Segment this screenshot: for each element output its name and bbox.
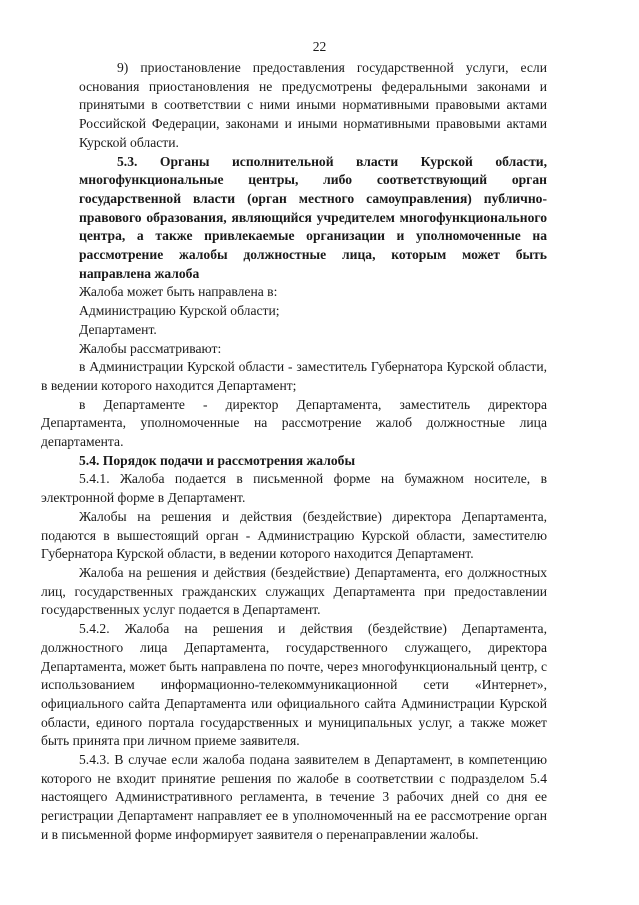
paragraph-complaint-on-department: Жалоба на решения и действия (бездействие) Департамента, его должностных лиц, государственных гражданских служащих Департамента при предоставлении государственных услуг подается в Департамент. [41, 564, 547, 618]
paragraph-complaints-on-director: Жалобы на решения и действия (бездействие) директора Департамента, подаются в вышестоящий орган - Администрацию Курской области, заместителю Губернатора Курской области, в ведении которого находится Департамент. [41, 508, 547, 562]
paragraph-in-department: в Департаменте - директор Департамента, заместитель директора Департамента, уполномоченные на рассмотрение жалоб должностные лица департамента. [41, 396, 547, 450]
section-heading-5-4: 5.4. Порядок подачи и рассмотрения жалобы [79, 452, 356, 468]
paragraph-5-4-2: 5.4.2. Жалоба на решения и действия (бездействие) Департамента, должностного лица Департамента, государственного служащего, директора Департамента, может быть направлена по почте, через многофункциональный центр, с использованием информационно-телекоммуникационной сети «Интернет», официального сайта Департамента или официального сайта Администрации Курской области, единого портала государственных и муниципальных услуг, а также может быть принята при личном приеме заявителя. [41, 621, 547, 749]
section-heading-5-3: 5.3. Органы исполнительной власти Курской области, многофункциональные центры, либо соответствующий орган государственной власти (орган местного самоуправления) публично-правового образования, являющийся учредителем многофункционального центра, а также привлекаемые организации и уполномоченные на рассмотрение жалобы должностные лица, которым может быть направлена жалоба [79, 153, 547, 281]
document-body [41, 59, 547, 845]
paragraph-complaint-may-be-sent: Жалоба может быть направлена в: [79, 284, 278, 300]
paragraph-5-4-1: 5.4.1. Жалоба подается в письменной форме на бумажном носителе, в электронной форме в Департамент. [41, 471, 547, 506]
paragraph-administration: Администрацию Курской области; [79, 303, 280, 319]
paragraph-item-9: 9) приостановление предоставления государственной услуги, если основания приостановления не предусмотрены федеральными законами и принятыми в соответствии с ними иными нормативными правовыми актами Российской Федерации, законами и иными нормативными правовыми актами Курской области. [79, 60, 547, 150]
paragraph-department: Департамент. [79, 321, 157, 337]
paragraph-in-administration: в Администрации Курской области - заместитель Губернатора Курской области, в ведении которого находится Департамент; [41, 359, 547, 393]
page-number: 22 [312, 39, 327, 54]
paragraph-5-4-3: 5.4.3. В случае если жалоба подана заявителем в Департамент, в компетенцию которого не входит принятие решения по жалобе в соответствии с подразделом 5.4 настоящего Административного регламента, в течение 3 рабочих дней со дня ее регистрации Департамент направляет ее в уполномоченный на ее рассмотрение орган и в письменной форме информирует заявителя о перенаправлении жалобы. [41, 752, 547, 842]
paragraph-complaints-reviewed: Жалобы рассматривают: [79, 340, 222, 356]
